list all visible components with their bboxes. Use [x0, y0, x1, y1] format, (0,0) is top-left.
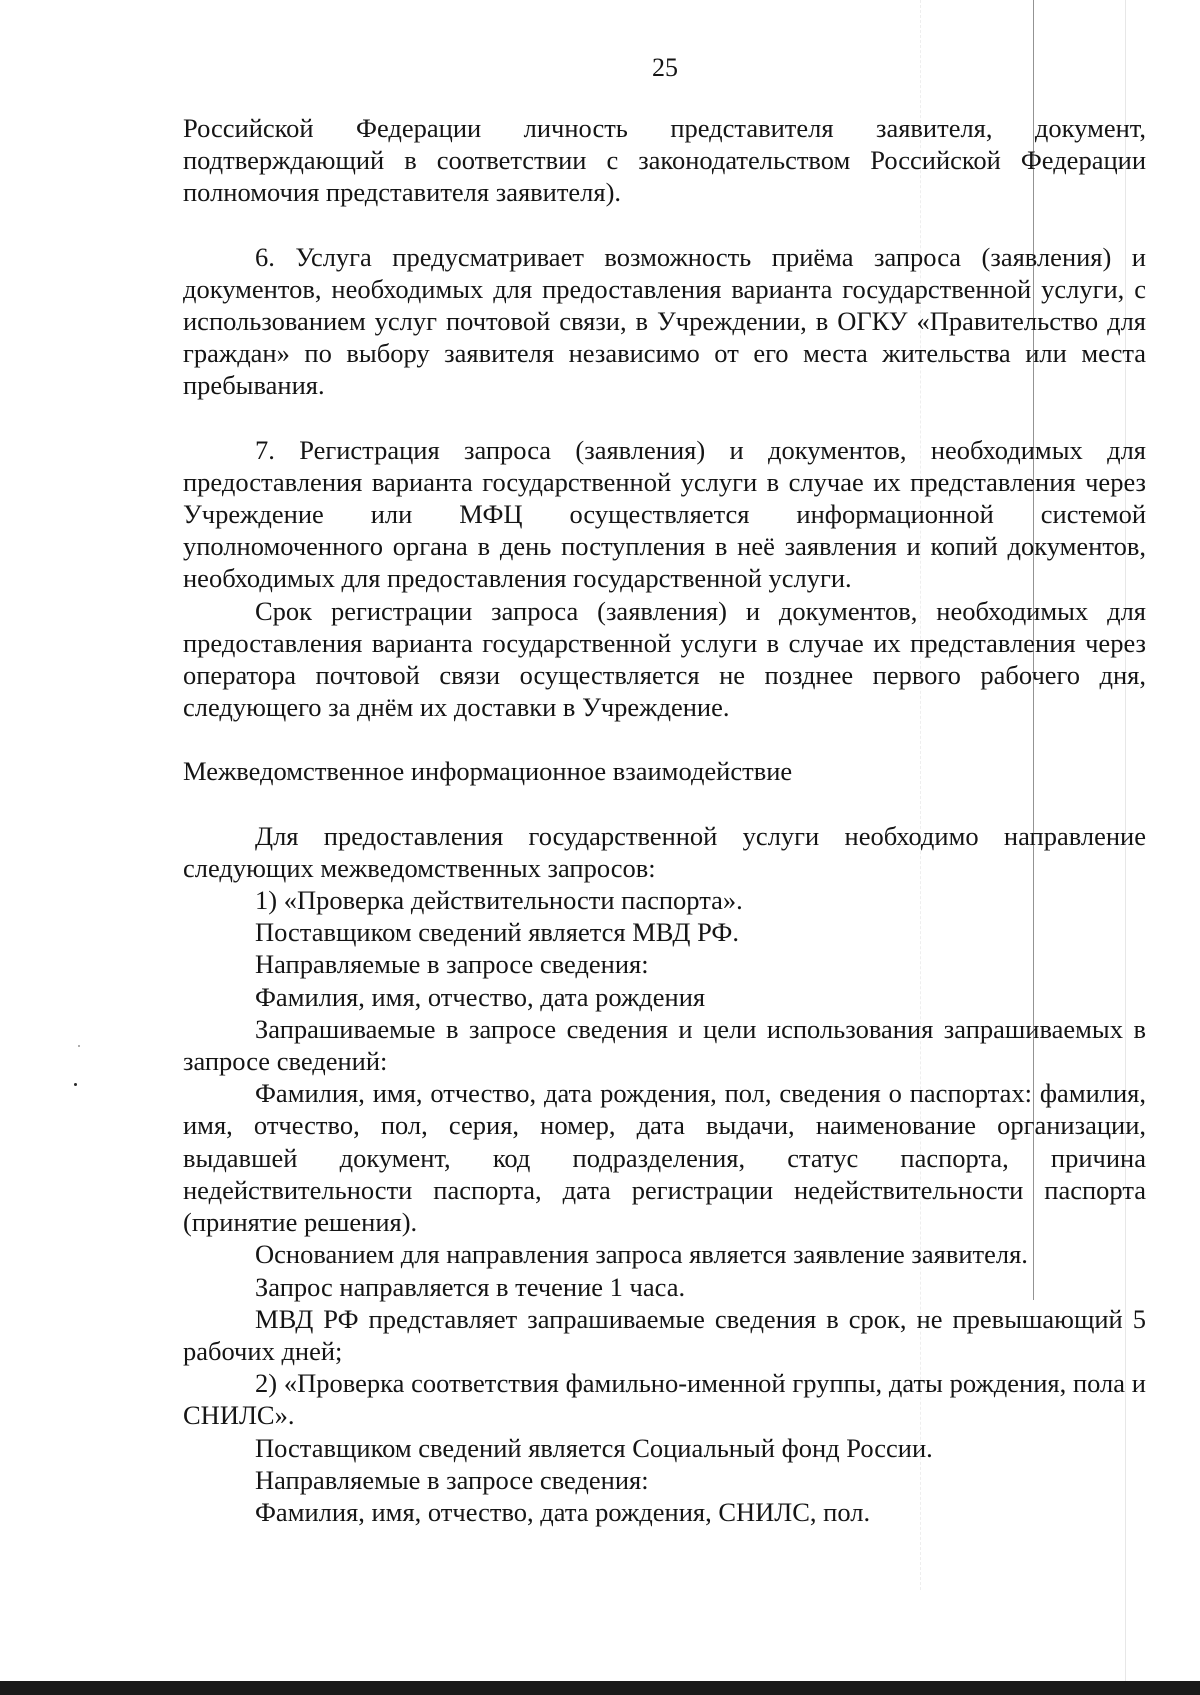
- scan-artifact-dot: [78, 1045, 80, 1047]
- document-body: [183, 112, 1146, 1528]
- paragraph-timing-1: Запрос направляется в течение 1 часа.: [255, 1271, 686, 1302]
- paragraph-interagency-intro: Для предоставления государственной услуги необходимо направление следующих межведомственных запросов:: [183, 820, 1146, 883]
- paragraph-item-6: 6. Услуга предусматривает возможность приёма запроса (заявления) и документов, необходимых для предоставления варианта государственной услуги, с использованием услуг почтовой связи, в Учреждении, в ОГКУ «Правительство для граждан» по выбору заявителя независимо от его места жительства или места пребывания.: [183, 241, 1146, 401]
- paragraph-requested-data-1: Фамилия, имя, отчество, дата рождения, пол, сведения о паспортах: фамилия, имя, отчество, пол, серия, номер, дата выдачи, наименование организации, выдавшей документ, код подразделения, статус паспорта, причина недействительности паспорта, дата регистрации недействительности паспорта (принятие решения).: [183, 1078, 1146, 1238]
- paragraph-response-term-1: МВД РФ представляет запрашиваемые сведения в срок, не превышающий 5 рабочих дней;: [183, 1303, 1146, 1366]
- paragraph-registration-term: Срок регистрации запроса (заявления) и документов, необходимых для предоставления варианта государственной услуги в случае их представления через оператора почтовой связи осуществляется не позднее первого рабочего дня, следующего за днём их доставки в Учреждение.: [183, 595, 1146, 723]
- scan-artifact-line: [920, 0, 921, 1590]
- list-item-request-1: 1) «Проверка действительности паспорта».: [255, 885, 743, 916]
- list-item-request-2: 2) «Проверка соответствия фамильно-именной группы, даты рождения, пола и СНИЛС».: [183, 1368, 1146, 1431]
- scan-bottom-edge: [0, 1681, 1200, 1695]
- paragraph-sent-data-label-2: Направляемые в запросе сведения:: [255, 1464, 649, 1495]
- page-number: 25: [652, 53, 678, 82]
- paragraph-provider-1: Поставщиком сведений является МВД РФ.: [255, 917, 739, 948]
- paragraph-item-7: 7. Регистрация запроса (заявления) и документов, необходимых для предоставления варианта государственной услуги в случае их представления через Учреждение или МФЦ осуществляется информационной системой уполномоченного органа в день поступления в неё заявления и копий документов, необходимых для предоставления государственной услуги.: [183, 434, 1146, 594]
- paragraph-continuation: Российской Федерации личность представителя заявителя, документ, подтверждающий в соответствии с законодательством Российской Федерации полномочия представителя заявителя).: [183, 113, 1146, 208]
- paragraph-sent-data-2: Фамилия, имя, отчество, дата рождения, СНИЛС, пол.: [255, 1496, 871, 1527]
- paragraph-provider-2: Поставщиком сведений является Социальный фонд России.: [255, 1432, 933, 1463]
- scan-artifact-dot: [74, 1083, 77, 1086]
- scan-artifact-line: [1033, 0, 1034, 1300]
- paragraph-sent-data-label-1: Направляемые в запросе сведения:: [255, 949, 649, 980]
- paragraph-requested-data-label-1: Запрашиваемые в запросе сведения и цели использования запрашиваемых в запросе сведений:: [183, 1013, 1146, 1077]
- scan-artifact-line: [1125, 0, 1126, 1681]
- section-heading: Межведомственное информационное взаимодействие: [183, 756, 793, 787]
- paragraph-basis-1: Основанием для направления запроса является заявление заявителя.: [255, 1239, 1028, 1270]
- paragraph-sent-data-1: Фамилия, имя, отчество, дата рождения: [255, 981, 706, 1012]
